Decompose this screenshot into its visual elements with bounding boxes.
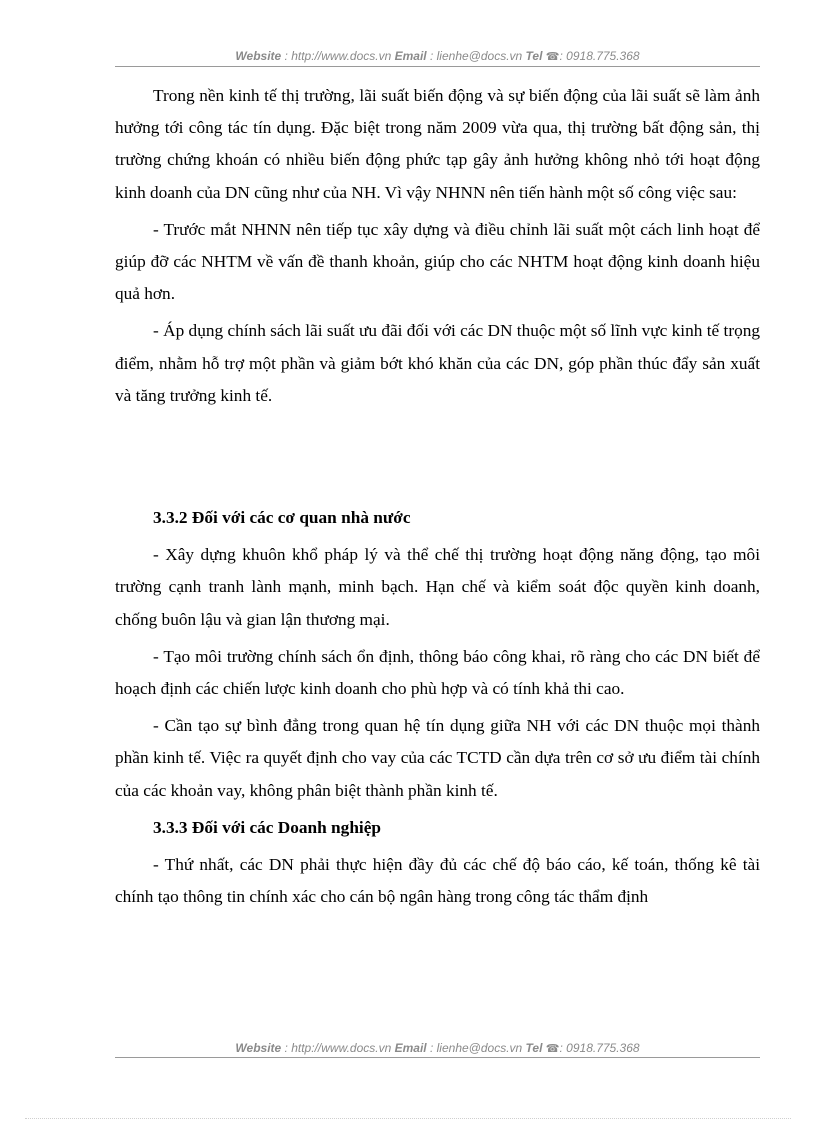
paragraph-bullet-interest-rate: - Trước mắt NHNN nên tiếp tục xây dựng và điều chỉnh lãi suất một cách linh hoạt để giúp đỡ các NHTM về vấn đề thanh khoản, giúp cho các NHTM hoạt động kinh doanh hiệu quả hơn.	[115, 219, 760, 304]
paragraph-bullet-preferential-rate: - Áp dụng chính sách lãi suất ưu đãi đối với các DN thuộc một số lĩnh vực kinh tế trọng điểm, nhằm hỗ trợ một phần và giảm bớt khó khăn của các DN, góp phần thúc đẩy sản xuất và tăng trưởng kinh tế.	[115, 321, 760, 405]
page-header	[115, 49, 760, 63]
footer-website-label: Website	[235, 1041, 282, 1055]
page-boundary	[25, 1118, 791, 1119]
document-body	[115, 80, 760, 913]
paragraph-bullet-legal-framework: - Xây dựng khuôn khổ pháp lý và thể chế thị trường hoạt động năng động, tạo môi trường cạnh tranh lành mạnh, minh bạch. Hạn chế và kiểm soát độc quyền kinh doanh, chống buôn lậu và gian lận thương mại.	[115, 545, 760, 629]
page-footer	[115, 1041, 760, 1055]
phone-icon: ☎	[545, 51, 560, 63]
footer-tel-value: : 0918.775.368	[559, 1041, 640, 1055]
footer-email-label: Email	[394, 1041, 427, 1055]
header-website-value[interactable]: : http://www.docs.vn	[284, 49, 392, 63]
footer-email-value[interactable]: : lienhe@docs.vn	[429, 1041, 523, 1055]
footer-divider	[115, 1057, 760, 1058]
header-tel-value: : 0918.775.368	[559, 49, 640, 63]
paragraph-bullet-policy-environment: - Tạo môi trường chính sách ổn định, thông báo công khai, rõ ràng cho các DN biết để hoạch định các chiến lược kinh doanh cho phù hợp và có tính khả thi cao.	[115, 646, 760, 699]
paragraph-intro: Trong nền kinh tế thị trường, lãi suất biến động và sự biến động của lãi suất sẽ làm ảnh hưởng tới công tác tín dụng. Đặc biệt trong năm 2009 vừa qua, thị trường bất động sản, thị trường chứng khoán có nhiều biến động phức tạp gây ảnh hưởng không nhỏ tới hoạt động kinh doanh của DN cũng như của NH. Vì vậy NHNN nên tiến hành một số công việc sau:	[115, 86, 760, 202]
footer-tel-label: Tel	[525, 1041, 543, 1055]
section-heading-state-agencies: 3.3.2 Đối với các cơ quan nhà nước	[153, 508, 411, 528]
header-website-label: Website	[235, 49, 282, 63]
paragraph-bullet-reporting: - Thứ nhất, các DN phải thực hiện đầy đủ các chế độ báo cáo, kế toán, thống kê tài chính tạo thông tin chính xác cho cán bộ ngân hàng trong công tác thẩm định	[115, 855, 760, 907]
header-tel-label: Tel	[525, 49, 543, 63]
footer-website-value[interactable]: : http://www.docs.vn	[284, 1041, 392, 1055]
phone-icon: ☎	[545, 1043, 560, 1055]
paragraph-bullet-equal-credit: - Cần tạo sự bình đẳng trong quan hệ tín dụng giữa NH với các DN thuộc mọi thành phần kinh tế. Việc ra quyết định cho vay của các TCTD cần dựa trên cơ sở ưu điểm tài chính của các khoản vay, không phân biệt thành phần kinh tế.	[115, 716, 760, 800]
header-email-label: Email	[394, 49, 427, 63]
header-divider	[115, 66, 760, 67]
section-heading-enterprises: 3.3.3 Đối với các Doanh nghiệp	[153, 817, 382, 837]
header-email-value[interactable]: : lienhe@docs.vn	[429, 49, 523, 63]
